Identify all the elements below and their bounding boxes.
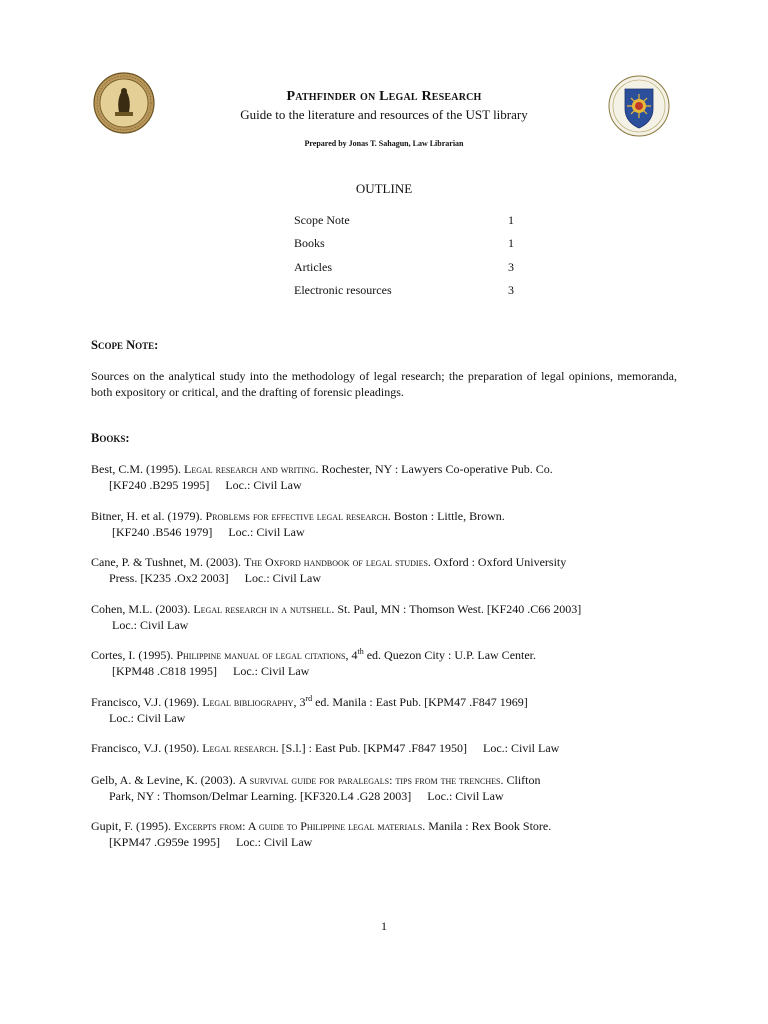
book-author: Best, C.M. (1995).: [91, 462, 184, 476]
book-reference: [91, 740, 681, 756]
book-publisher: ed. Quezon City : U.P. Law Center.: [363, 648, 537, 662]
book-publisher: . Oxford : Oxford University: [427, 555, 567, 569]
book-title: Legal bibliography: [202, 695, 294, 709]
book-title: A survival guide for paralegals: tips from the trenches: [238, 773, 501, 787]
outline-item-label: Scope Note: [294, 213, 350, 227]
book-author: Cane, P. & Tushnet, M. (2003).: [91, 555, 245, 569]
book-publisher: . Rochester, NY : Lawyers Co-operative Pub. Co.: [315, 462, 553, 476]
book-call-number: [KF240 .B295 1995]: [109, 478, 210, 492]
book-reference: [91, 554, 681, 586]
book-location: Loc.: Civil Law: [225, 478, 302, 492]
book-author: Gupit, F. (1995).: [91, 819, 175, 833]
book-location: Loc.: Civil Law: [236, 835, 313, 849]
outline-list: [294, 212, 514, 305]
document-title: Pathfinder on Legal Research: [286, 89, 482, 104]
outline-item: [294, 259, 514, 282]
book-reference: [91, 818, 681, 850]
book-edition: , 3: [293, 695, 306, 709]
book-title: Legal research and writing: [184, 462, 316, 476]
outline-item: [294, 212, 514, 235]
book-location: Loc.: Civil Law: [233, 664, 310, 678]
outline-item-label: Articles: [294, 259, 332, 274]
book-location: Loc.: Civil Law: [228, 525, 305, 539]
book-location: Loc.: Civil Law: [109, 711, 186, 725]
outline-item-page: 1: [508, 213, 514, 227]
book-edition-suffix: th: [357, 647, 364, 656]
scope-note-text: Sources on the analytical study into the methodology of legal research; the preparation of legal opinions, memoranda, both expository or critical, and the drafting of forensic pleadings.: [91, 369, 677, 399]
book-title: Philippine manual of legal citations: [176, 648, 346, 662]
scope-note-heading: Scope Note:: [91, 338, 159, 352]
document-subtitle: Guide to the literature and resources of the UST library: [240, 107, 528, 122]
book-call-number: [KPM48 .C818 1995]: [112, 664, 218, 678]
book-publisher: ed. Manila : East Pub. [KPM47 .F847 1969]: [312, 695, 528, 709]
page-number: 1: [381, 919, 387, 933]
book-edition-suffix: rd: [305, 694, 313, 703]
outline-item: [294, 235, 514, 258]
outline-item-label: Books: [294, 236, 325, 251]
book-edition: , 4: [345, 648, 358, 662]
book-title: The Oxford handbook of legal studies: [244, 555, 428, 569]
book-title: Excerpts from: A guide to Philippine legal materials: [174, 819, 423, 833]
book-location: Loc.: Civil Law: [483, 741, 560, 755]
book-author: Cortes, I. (1995).: [91, 648, 177, 662]
seal-right-logo: [608, 75, 670, 137]
book-location: Loc.: Civil Law: [112, 618, 189, 632]
book-location: Loc.: Civil Law: [244, 571, 321, 585]
book-call-number: [KF240 .B546 1979]: [112, 525, 213, 539]
book-reference: [91, 461, 681, 493]
book-publisher: . Boston : Little, Brown.: [387, 509, 505, 523]
book-publisher: . [S.l.] : East Pub. [KPM47 .F847 1950]: [275, 741, 468, 755]
book-call-number: Park, NY : Thomson/Delmar Learning. [KF320.L4 .G28 2003]: [109, 789, 412, 803]
book-reference: [91, 508, 681, 540]
outline-item-page: 3: [508, 259, 514, 274]
prepared-by: Prepared by Jonas T. Sahagun, Law Librarian: [304, 139, 464, 148]
book-author: Cohen, M.L. (2003).: [91, 602, 194, 616]
book-title: Legal research in a nutshell: [193, 602, 332, 616]
book-reference: [91, 772, 681, 804]
book-author: Gelb, A. & Levine, K. (2003).: [91, 773, 239, 787]
book-reference: [91, 601, 681, 633]
book-reference: [91, 647, 681, 679]
book-reference: [91, 694, 681, 726]
outline-item: [294, 282, 514, 305]
outline-item-label: Electronic resources: [294, 282, 392, 297]
book-publisher: . Clifton: [500, 773, 541, 787]
book-publisher: . St. Paul, MN : Thomson West. [KF240 .C66 2003]: [331, 602, 582, 616]
book-title: Problems for effective legal research: [205, 509, 388, 523]
books-heading: Books:: [91, 431, 130, 445]
book-call-number: Press. [K235 .Ox2 2003]: [109, 571, 229, 585]
book-publisher: . Manila : Rex Book Store.: [422, 819, 552, 833]
outline-item-page: 1: [508, 236, 514, 251]
outline-item-page: 3: [508, 282, 514, 297]
book-author: Francisco, V.J. (1969).: [91, 695, 203, 709]
outline-title: OUTLINE: [355, 181, 413, 196]
book-author: Francisco, V.J. (1950).: [91, 741, 203, 755]
book-author: Bitner, H. et al. (1979).: [91, 509, 206, 523]
book-location: Loc.: Civil Law: [427, 789, 504, 803]
book-call-number: [KPM47 .G959e 1995]: [109, 835, 220, 849]
scope-note-heading-text: Scope Note: [91, 338, 155, 352]
book-title: Legal research: [202, 741, 276, 755]
